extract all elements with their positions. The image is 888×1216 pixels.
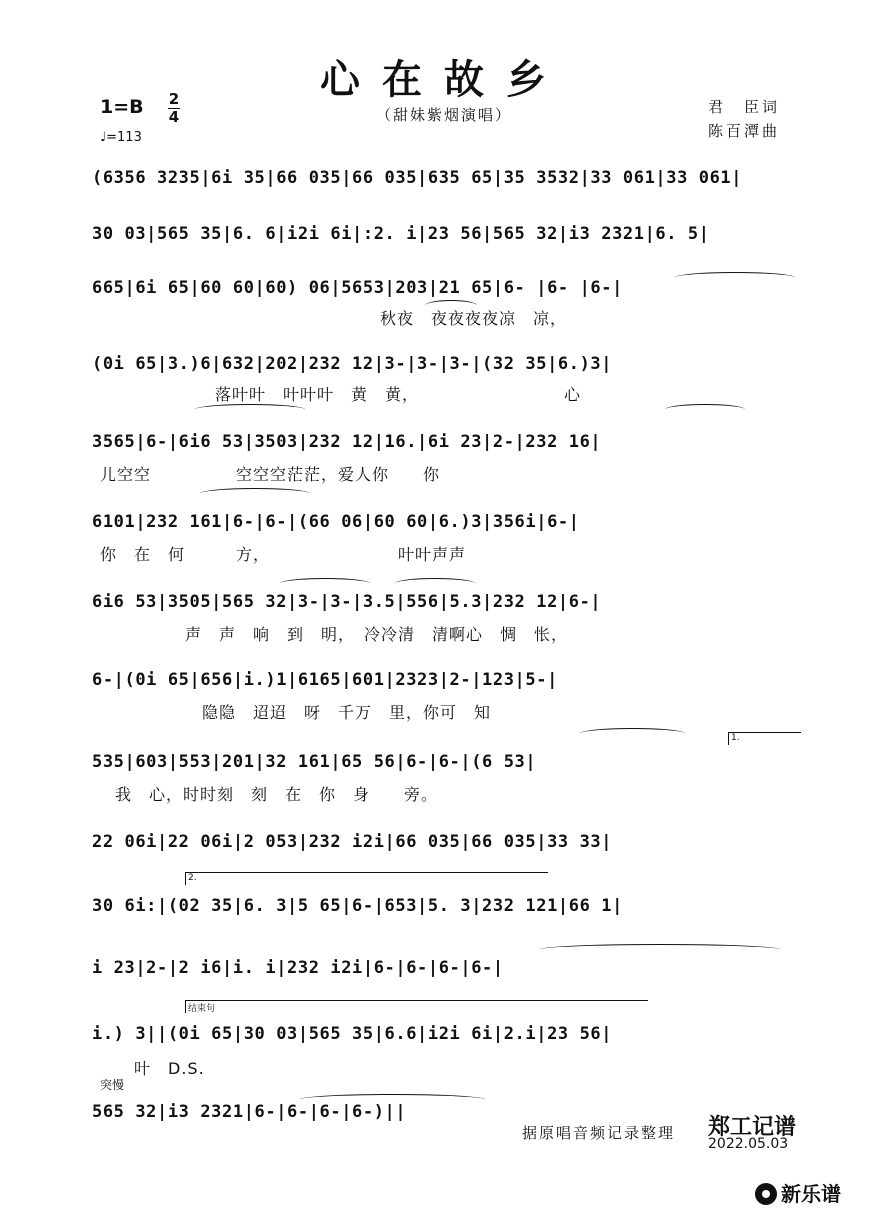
slur-mark — [280, 578, 370, 589]
tempo-mark: ♩=113 — [100, 130, 142, 145]
slur-mark — [665, 404, 745, 415]
composer-credit: 陈百潭曲 — [708, 122, 781, 140]
lyric-line-6: 隐隐 迢迢 呀 千万 里，你可 知 — [100, 703, 492, 722]
disc-icon — [755, 1183, 777, 1205]
performer-note: （甜妹紫烟演唱） — [375, 106, 512, 124]
lyric-line-4: 你 在 何 方， 叶叶声声 — [100, 545, 467, 564]
slur-mark — [580, 728, 685, 739]
score-line-9: 535|603|553|201|32 161|65 56|6-|6-|(6 53| — [92, 752, 537, 772]
score-line-7: 6i6 53|3505|565 32|3-|3-|3.5|556|5.3|232 12|6-| — [92, 592, 602, 612]
transcription-date: 2022.05.03 — [708, 1136, 789, 1152]
slowdown-mark: 突慢 — [100, 1078, 125, 1092]
slur-mark — [425, 300, 477, 311]
lyric-line-3: 儿空空 空空空茫茫，爱人你 你 — [100, 465, 441, 484]
lyric-line-8: 叶 D.S. — [134, 1059, 205, 1078]
slur-mark — [200, 488, 310, 499]
score-line-1: (6356 3235|6i 35|66 035|66 035|635 65|35 3532|33 061|33 061| — [92, 168, 743, 188]
ending-phrase-bracket: 结束句 — [185, 1000, 648, 1013]
time-signature-bottom: 4 — [168, 108, 180, 126]
score-line-5: 3565|6-|6i6 53|3503|232 12|16.|6i 23|2-|232 16| — [92, 432, 602, 452]
site-logo-text: 新乐谱 — [781, 1182, 841, 1206]
score-line-4: (0i 65|3.)6|632|202|232 12|3-|3-|3-|(32 35|6.)3| — [92, 354, 613, 374]
score-line-12: i 23|2-|2 i6|i. i|232 i2i|6-|6-|6-|6-| — [92, 958, 504, 978]
transcription-note: 据原唱音频记录整理 — [522, 1124, 676, 1142]
lyric-line-7: 我 心，时时刻 刻 在 你 身 旁。 — [115, 785, 439, 804]
slur-mark — [675, 272, 795, 283]
slur-mark — [395, 578, 475, 589]
volta-1: 1. — [728, 732, 801, 745]
key-signature: 1=B — [100, 96, 144, 118]
score-line-13: i.) 3||(0i 65|30 03|565 35|6.6|i2i 6i|2.i|23 56| — [92, 1024, 613, 1044]
slur-mark — [540, 944, 780, 955]
time-signature-top: 2 — [168, 90, 180, 108]
lyric-line-2: 落叶叶 叶叶叶 黄 黄， 心 — [215, 385, 582, 404]
lyric-line-5: 声 声 响 到 明， 冷冷清 清啊心 惆 怅， — [185, 625, 569, 644]
lyricist-credit: 君 臣词 — [708, 98, 781, 116]
score-line-2: 30 03|565 35|6. 6|i2i 6i|:2. i|23 56|565 32|i3 2321|6. 5| — [92, 224, 710, 244]
song-title: 心在故乡 — [320, 56, 568, 103]
score-line-11: 30 6i:|(02 35|6. 3|5 65|6-|653|5. 3|232 121|66 1| — [92, 896, 623, 916]
score-line-14: 565 32|i3 2321|6-|6-|6-|6-)|| — [92, 1102, 407, 1122]
score-line-6: 6101|232 161|6-|6-|(66 06|60 60|6.)3|356i|6-| — [92, 512, 580, 532]
slur-mark — [195, 404, 305, 415]
site-logo[interactable] — [755, 1178, 841, 1207]
slur-mark — [300, 1094, 485, 1105]
lyric-line-1: 秋夜 夜夜夜夜凉 凉， — [380, 309, 568, 328]
time-signature — [168, 92, 180, 125]
volta-2: 2. — [185, 872, 548, 885]
score-line-8: 6-|(0i 65|656|i.)1|6165|601|2323|2-|123|5-| — [92, 670, 558, 690]
score-line-10: 22 06i|22 06i|2 053|232 i2i|66 035|66 035|33 33| — [92, 832, 613, 852]
score-line-3: 665|6i 65|60 60|60) 06|5653|203|21 65|6- |6- |6-| — [92, 278, 623, 298]
transcriber-signature: 郑工记谱 — [708, 1115, 797, 1140]
